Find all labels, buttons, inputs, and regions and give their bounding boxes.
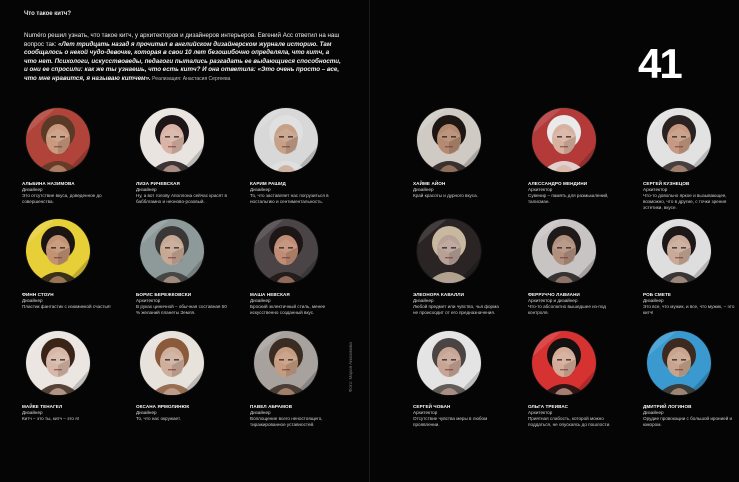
photo-credit: Фото: Мария Анисимова bbox=[348, 342, 353, 392]
person-name: ФИНН СТОУН bbox=[22, 292, 54, 297]
person-quote: То, что нас окружает. bbox=[136, 416, 181, 421]
person-quote: Сувенир – память для размышлений, талисман. bbox=[528, 193, 609, 204]
person-role: Дизайнер bbox=[22, 410, 43, 415]
person-card bbox=[136, 219, 240, 316]
person-card bbox=[250, 108, 354, 205]
person-name: АЛЕССАНДРО МЕНДИНИ bbox=[528, 181, 588, 186]
portrait-photo bbox=[140, 108, 204, 172]
portrait-photo bbox=[417, 108, 481, 172]
portrait-photo bbox=[254, 219, 318, 283]
person-quote: Что-то абсолютно вышедшее из-под контроля. bbox=[528, 304, 606, 315]
portrait-photo bbox=[26, 108, 90, 172]
intro-lead: Numéro решил узнать, что такое китч, у архитекторов и дизайнеров интерьеров. Евгений Асс ответил на наш вопрос так: bbox=[24, 32, 340, 48]
person-quote: Броский эклектичный стиль, менее искусственно созданный вкус. bbox=[250, 304, 326, 315]
person-role: Архитектор bbox=[136, 298, 161, 303]
person-name: ДМИТРИЙ ЛОГИНОВ bbox=[643, 404, 692, 409]
portrait-photo bbox=[417, 219, 481, 283]
person-name: СЕРГЕЙ ЧОБАН bbox=[413, 404, 451, 409]
person-role: Дизайнер bbox=[22, 187, 43, 192]
person-role: Архитектор bbox=[528, 187, 553, 192]
portrait-photo bbox=[26, 219, 90, 283]
person-name: ЭЛЕОНОРА КАВАЛЛИ bbox=[413, 292, 465, 297]
person-name: МАША НЕВСКАЯ bbox=[250, 292, 290, 297]
person-card bbox=[250, 331, 354, 428]
person-role: Дизайнер bbox=[136, 410, 157, 415]
person-quote: Ну, а вот голову Аполлона сейчас красят в бабблгамно и неоново-розовый. bbox=[136, 193, 227, 204]
person-quote: Воплощение всего неностоящего, тиражированное уставностей. bbox=[250, 416, 323, 427]
person-name: ОКСАНА ЯРМОЛИНЮК bbox=[136, 404, 190, 409]
page-number: 41 bbox=[638, 40, 681, 87]
person-name: ФЕРРУЧЧО ЛАВИАНИ bbox=[528, 292, 580, 297]
portrait-photo bbox=[532, 108, 596, 172]
person-card bbox=[528, 331, 632, 428]
person-role: Архитектор bbox=[528, 410, 553, 415]
person-card bbox=[136, 108, 240, 205]
person-role: Дизайнер bbox=[643, 410, 664, 415]
portrait-photo bbox=[647, 108, 711, 172]
person-role: Дизайнер bbox=[22, 298, 43, 303]
person-quote: Китч – это ты, китч – это я! bbox=[22, 416, 80, 421]
person-card bbox=[413, 219, 517, 316]
person-quote: Это отсутствие вкуса, доведенное до совершенства. bbox=[22, 193, 102, 204]
intro-paragraph bbox=[24, 32, 342, 84]
person-quote: Любой предмет или чувство, чья форма не происходит от его предназначения. bbox=[413, 304, 499, 315]
portrait-photo bbox=[417, 331, 481, 395]
person-card bbox=[22, 219, 126, 310]
person-card bbox=[136, 331, 240, 422]
person-role: Архитектор bbox=[643, 187, 668, 192]
person-role: Дизайнер bbox=[413, 187, 434, 192]
portrait-photo bbox=[532, 219, 596, 283]
section-kicker: Что такое китч? bbox=[24, 11, 72, 17]
portrait-photo bbox=[647, 219, 711, 283]
portrait-photo bbox=[140, 331, 204, 395]
person-name: ПАВЕЛ АБРАМОВ bbox=[250, 404, 293, 409]
person-name: ХАЙМЕ АЙОН bbox=[413, 181, 446, 186]
person-card bbox=[643, 219, 739, 316]
person-card bbox=[528, 108, 632, 205]
person-name: РОБ СМЕТЕ bbox=[643, 292, 672, 297]
portrait-photo bbox=[26, 331, 90, 395]
person-quote: Что-то довольно яркое и вызывающее, возможно, что в другие, с точки зрения эстетики, вкусе. bbox=[643, 193, 727, 210]
person-quote: Орудие провокации с большой иронией и юмором. bbox=[643, 416, 733, 427]
person-card bbox=[528, 219, 632, 316]
person-name: АЛЬБИНА НАЗИМОВА bbox=[22, 181, 75, 186]
person-card bbox=[413, 331, 517, 428]
person-role: Дизайнер bbox=[250, 187, 271, 192]
person-quote: То, что заставляет нас погрузиться в ностальгию и сентиментальность. bbox=[250, 193, 329, 204]
person-card bbox=[22, 108, 126, 205]
intro-quote: «Лет тридцать назад я прочитал в английском дизайнерском журнале историю. Там сообщалось о некой чудо-девочке, которая в свои 10 лет безошибочно определяла, что китч, а что нет. Психологи, искусствоведы, педагоги пытались разгадать ее выдающиеся способности, и они ее спросили: как же ты узнаешь, что есть китч? И она ответила: «Это очень просто – все, что мне нравится, я называю китчем». bbox=[24, 40, 341, 82]
person-role: Архитектор bbox=[413, 410, 438, 415]
person-quote: Отсутствие чувства меры в любом проявлении. bbox=[413, 416, 488, 427]
portrait-photo bbox=[140, 219, 204, 283]
person-card bbox=[22, 331, 126, 422]
portrait-photo bbox=[254, 108, 318, 172]
portrait-photo bbox=[647, 331, 711, 395]
person-quote: Приятная слабость, которой можно поддаться, не опускаясь до пошлости. bbox=[528, 416, 611, 427]
person-role: Дизайнер bbox=[413, 298, 434, 303]
person-role: Дизайнер bbox=[250, 410, 271, 415]
person-card bbox=[250, 219, 354, 316]
person-name: ЛИЗА РИЧЕВСКАЯ bbox=[136, 181, 180, 186]
person-name: ОЛЬГА ТРЕИВАС bbox=[528, 404, 569, 409]
person-quote: Край красоты и дурного вкуса. bbox=[413, 193, 478, 198]
intro-credit: Реализация: Анастасия Сергеева bbox=[150, 75, 231, 82]
person-role: Архитектор и дизайнер bbox=[528, 298, 578, 303]
person-name: КАРИМ РАШИД bbox=[250, 181, 286, 186]
person-name: СЕРГЕЙ КУЗНЕЦОВ bbox=[643, 181, 690, 186]
page-gutter bbox=[369, 0, 370, 482]
person-card bbox=[413, 108, 517, 199]
person-quote: В руках циничной – обычная составная 50 % желаний планеты Земля. bbox=[136, 304, 227, 315]
person-role: Дизайнер bbox=[136, 187, 157, 192]
person-role: Дизайнер bbox=[250, 298, 271, 303]
person-role: Дизайнер bbox=[643, 298, 664, 303]
person-card bbox=[643, 331, 739, 428]
portrait-photo bbox=[254, 331, 318, 395]
person-card bbox=[643, 108, 739, 211]
person-name: МАЙКЕ ТЕНАГЕЛ bbox=[22, 404, 63, 409]
person-quote: Это все, что мужик, и все, что мужик, – это китч! bbox=[643, 304, 735, 315]
person-quote: Пластик фантастик с изюминкой счастья! bbox=[22, 304, 111, 309]
person-name: БОРИС БЕРЕЖКОВСКИ bbox=[136, 292, 192, 297]
portrait-photo bbox=[532, 331, 596, 395]
